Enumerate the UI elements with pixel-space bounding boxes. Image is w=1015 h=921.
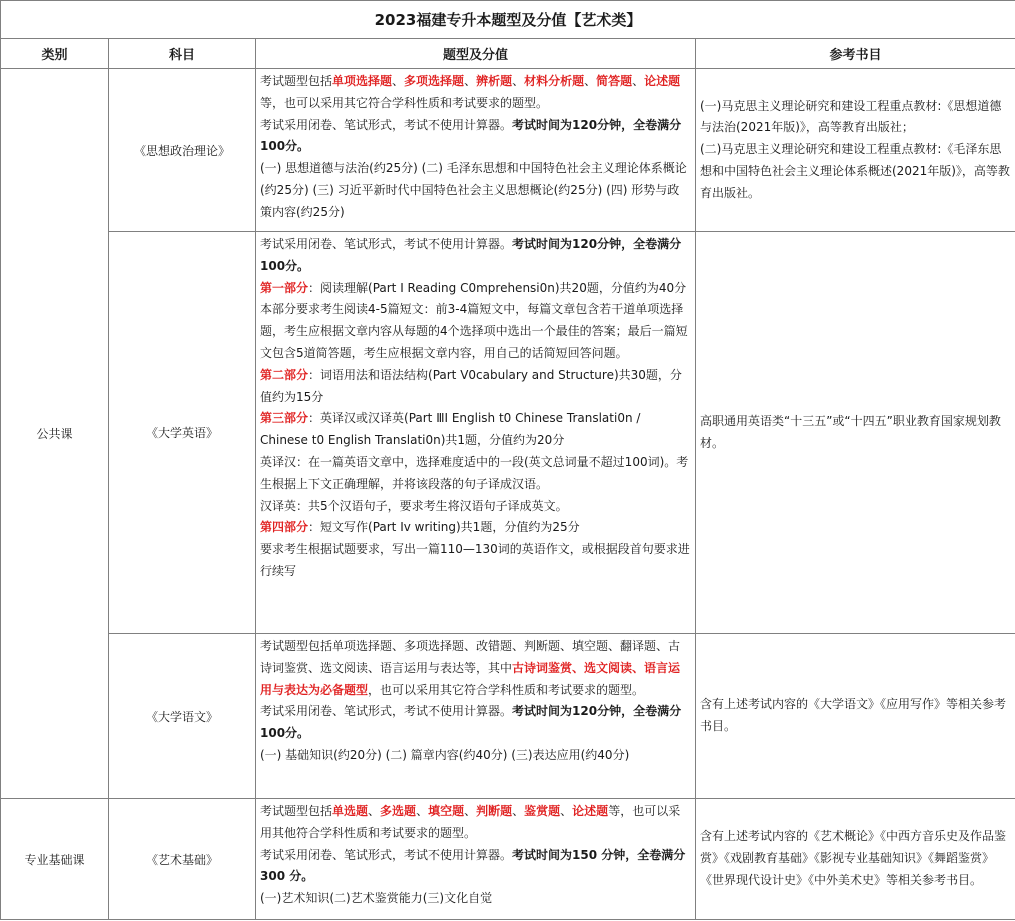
highlight-text: 第三部分 [260, 411, 309, 426]
bold-text: 考试时间为120分钟，全卷满分100分。 [260, 704, 682, 741]
highlight-text: 论述题 [572, 804, 609, 818]
highlight-text: 材料分析题 [524, 74, 585, 88]
detail-line [260, 845, 691, 889]
detail-text: 考试采用闭卷、笔试形式，考试不使用计算器。 [260, 704, 513, 719]
detail-text: 、 [632, 74, 645, 88]
detail-text: 考试题型包括单项选择题、多项选择题、改错题、判断题、填空题、翻译题、古诗词鉴赏、选文阅读、语言运用与表达等，其中 [260, 639, 681, 675]
detail-line [260, 701, 691, 745]
detail-text: 、 [464, 804, 477, 818]
highlight-text: 多选题 [380, 804, 417, 818]
references-chinese [696, 634, 1015, 799]
detail-text: ：词语用法和语法结构(Part V0cabulary and Structure)共30题，分值约为15分 [260, 367, 682, 404]
detail-line [260, 517, 691, 539]
detail-text: 、 [584, 74, 597, 88]
detail-line [260, 801, 691, 845]
reference-line: 高职通用英语类“十三五”或“十四五”职业教育国家规划教材。 [700, 413, 1001, 450]
detail-line [260, 496, 691, 518]
detail-line [260, 888, 691, 910]
detail-text: 本部分要求考生阅读4-5篇短文：前3-4篇短文中，每篇文章包含若干道单项选择题，考生应根据文章内容从每题的4个选择项中选出一个最佳的答案；最后一篇短文包含5道简答题，考生应根据文章内容，用自己的话简短回答问题。 [260, 302, 688, 360]
detail-text: ：短文写作(Part Iv writing)共1题，分值约为25分 [308, 520, 580, 535]
detail-line [260, 452, 691, 496]
subject-english: 《大学英语》 [109, 232, 256, 634]
detail-text: 等，也可以采用其他符合学科性质和考试要求的题型。 [260, 804, 681, 840]
detail-text: 、 [368, 804, 381, 818]
references-politics [696, 69, 1015, 232]
detail-text: ：阅读理解(Part I Reading C0mprehensi0n)共20题，分值约为40分 [308, 280, 687, 295]
reference-line: (二)马克思主义理论研究和建设工程重点教材:《毛泽东思想和中国特色社会主义理论体系概述(2021年版)》，高等教育出版社。 [700, 142, 1010, 200]
detail-text: 英译汉：在一篇英语文章中，选择难度适中的一段(英文总词量不超过100词)。考生根据上下文正确理解，并将该段落的句子译成汉语。 [260, 454, 689, 491]
header-question-types: 题型及分值 [256, 39, 696, 69]
detail-text: 、 [560, 804, 573, 818]
detail-line [260, 234, 691, 278]
detail-line [260, 299, 691, 364]
detail-text: 考试题型包括 [260, 804, 333, 818]
header-category: 类别 [1, 39, 109, 69]
detail-line [260, 408, 691, 452]
detail-line [260, 158, 691, 223]
detail-text: ，也可以采用其它符合学科性质和考试要求的题型。 [368, 682, 645, 697]
highlight-text: 第四部分 [260, 520, 309, 535]
subject-chinese: 《大学语文》 [109, 634, 256, 799]
detail-text: ：英译汉或汉译英(Part ⅢI English t0 Chinese Translati0n / Chinese t0 English Translati0n)共1题，分值约为20分 [260, 411, 641, 448]
highlight-text: 单项选择题 [332, 74, 393, 88]
highlight-text: 简答题 [596, 74, 633, 88]
details-politics [256, 69, 696, 232]
detail-text: 、 [392, 74, 405, 88]
highlight-text: 多项选择题 [404, 74, 465, 88]
header-subject: 科目 [109, 39, 256, 69]
details-chinese [256, 634, 696, 799]
detail-line [260, 278, 691, 300]
details-english [256, 232, 696, 634]
detail-text: 汉译英：共5个汉语句子，要求考生将汉语句子译成英文。 [260, 498, 568, 513]
detail-text: 考试题型包括 [260, 74, 333, 88]
highlight-text: 论述题 [644, 74, 681, 88]
detail-line [260, 745, 691, 767]
highlight-text: 古诗词鉴赏、选文阅读、语言运用与表达为必备题型 [260, 660, 681, 697]
highlight-text: 第二部分 [260, 367, 309, 382]
detail-line [260, 636, 691, 701]
detail-text: 考试采用闭卷、笔试形式，考试不使用计算器。 [260, 847, 513, 862]
detail-line [260, 71, 691, 115]
header-references: 参考书目 [696, 39, 1015, 69]
highlight-text: 填空题 [428, 804, 465, 818]
detail-text: 、 [512, 804, 525, 818]
highlight-text: 第一部分 [260, 280, 309, 295]
detail-text: (一) 基础知识(约20分) (二) 篇章内容(约40分) (三)表达应用(约40分) [260, 747, 630, 762]
detail-text: 、 [416, 804, 429, 818]
detail-text: 考试采用闭卷、笔试形式，考试不使用计算器。 [260, 117, 513, 132]
reference-line: 含有上述考试内容的《艺术概论》《中西方音乐史及作品鉴赏》《戏剧教育基础》《影视专业基础知识》《舞蹈鉴赏》《世界现代设计史》《中外美术史》等相关参考书目。 [700, 829, 1007, 887]
references-art [696, 799, 1015, 920]
bold-text: 考试时间为120分钟，全卷满分100分。 [260, 237, 682, 273]
highlight-text: 判断题 [476, 804, 513, 818]
highlight-text: 单选题 [332, 804, 369, 818]
detail-line [260, 365, 691, 409]
detail-line [260, 539, 691, 583]
bold-text: 考试时间为120分钟，全卷满分100分。 [260, 117, 682, 154]
subject-art: 《艺术基础》 [109, 799, 256, 920]
highlight-text: 辨析题 [476, 74, 513, 88]
detail-text: 要求考生根据试题要求，写出一篇110—130词的英语作文，或根据段首句要求进行续写 [260, 542, 690, 578]
bold-text: 考试时间为150 分钟，全卷满分300 分。 [260, 847, 686, 884]
detail-text: 、 [464, 74, 477, 88]
category-major: 专业基础课 [1, 799, 109, 920]
detail-text: 、 [512, 74, 525, 88]
references-english [696, 232, 1015, 634]
detail-text: 考试采用闭卷、笔试形式，考试不使用计算器。 [260, 237, 513, 251]
detail-text: (一) 思想道德与法治(约25分) (二) 毛泽东思想和中国特色社会主义理论体系概论(约25分) (三) 习近平新时代中国特色社会主义思想概论(约25分) (四) 形势与政策内容(约25分) [260, 161, 687, 219]
details-art [256, 799, 696, 920]
reference-line: (一)马克思主义理论研究和建设工程重点教材:《思想道德与法治(2021年版)》，高等教育出版社； [700, 98, 1002, 135]
detail-text: (一)艺术知识(二)艺术鉴赏能力(三)文化自觉 [260, 891, 493, 906]
detail-text: 等，也可以采用其它符合学科性质和考试要求的题型。 [260, 95, 549, 110]
highlight-text: 鉴赏题 [524, 804, 561, 818]
detail-line [260, 115, 691, 159]
reference-line: 含有上述考试内容的《大学语文》《应用写作》等相关参考书目。 [700, 697, 1007, 733]
subject-politics: 《思想政治理论》 [109, 69, 256, 232]
category-public: 公共课 [1, 69, 109, 799]
table-title: 2023福建专升本题型及分值【艺术类】 [1, 1, 1015, 39]
